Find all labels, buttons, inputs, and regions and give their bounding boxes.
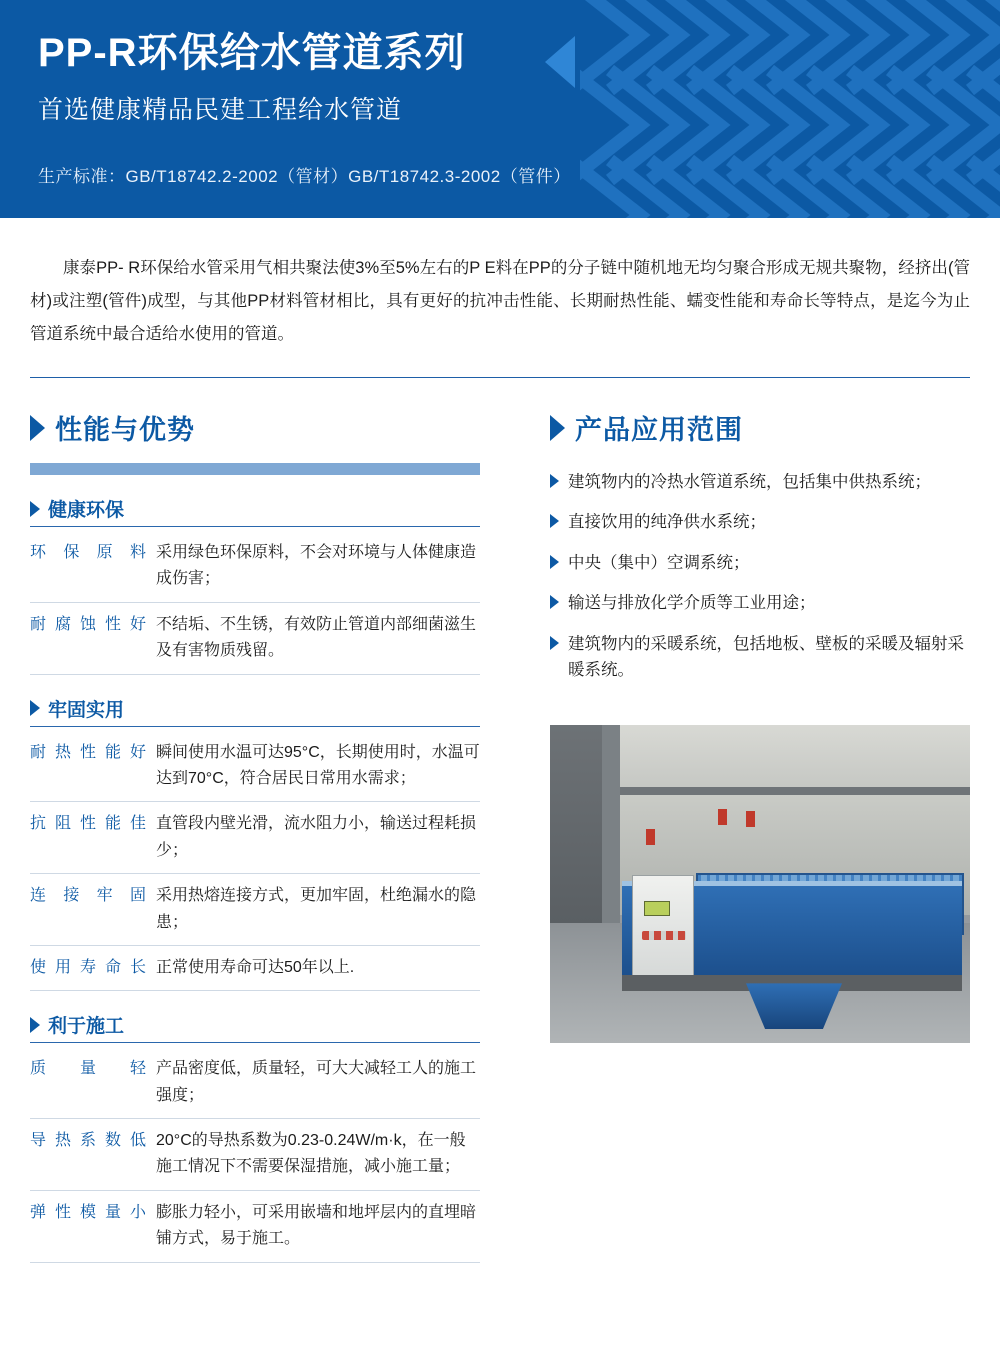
spec-value: 采用热熔连接方式，更加牢固，杜绝漏水的隐患； (156, 887, 477, 931)
table-row (30, 1119, 480, 1191)
intro-paragraph: 康泰PP- R环保给水管采用气相共聚法使3%至5%左右的P E料在PP的分子链中随机地无均匀聚合形成无规共聚物，经挤出(管材)或注塑(管件)成型，与其他PP材料管材相比，具有更好的抗冲击性能、长期耐热性能、蠕变性能和寿命长等特点，是迄今为止管道系统中最合适给水使用的管道。 (30, 259, 970, 343)
group-heading-durable-label: 牢固实用 (48, 699, 125, 721)
spec-label: 质量轻 (30, 1060, 146, 1078)
photo-wall-tag (718, 809, 727, 825)
table-row (30, 802, 480, 874)
section-title-applications-label: 产品应用范围 (575, 415, 743, 445)
list-item (550, 631, 970, 684)
chevron-right-icon (550, 415, 565, 441)
group-heading-health-label: 健康环保 (48, 500, 125, 521)
group-divider (30, 726, 480, 727)
chevron-right-icon (550, 636, 559, 650)
list-item-label: 建筑物内的冷热水管道系统，包括集中供热系统； (568, 473, 931, 491)
spec-value: 采用绿色环保原料，不会对环境与人体健康造成伤害； (156, 544, 477, 588)
list-item-label: 建筑物内的采暖系统，包括地板、壁板的采暖及辐射采暖系统。 (568, 634, 964, 679)
table-row (30, 1191, 480, 1263)
factory-production-line-photo (550, 725, 970, 1043)
photo-control-cabinet (632, 875, 694, 985)
spec-label: 导热系数低 (30, 1132, 146, 1150)
list-item-label: 中央（集中）空调系统； (568, 553, 750, 572)
spec-label: 连接牢固 (30, 887, 146, 905)
chevron-right-icon (30, 415, 45, 441)
chevron-right-icon (550, 474, 559, 488)
page-subtitle: 首选健康精品民建工程给水管道 (38, 96, 403, 124)
right-column (550, 408, 970, 1263)
list-item (550, 509, 970, 535)
table-row (30, 531, 480, 603)
section-accent-bar (30, 463, 480, 475)
content-columns (0, 408, 1000, 1263)
section-title-performance-label: 性能与优势 (55, 415, 195, 445)
chevron-right-icon (30, 501, 40, 517)
list-item-label: 直接饮用的纯净供水系统； (568, 513, 766, 532)
spec-label: 耐热性能好 (30, 743, 146, 761)
chevron-right-icon (30, 700, 40, 716)
production-standard: 生产标准：GB/T18742.2-2002（管材）GB/T18742.3-2002（管件） (38, 167, 571, 186)
list-item (550, 590, 970, 616)
photo-wall-tag (746, 811, 755, 827)
group-divider (30, 526, 480, 527)
spec-value: 产品密度低，质量轻，可大大减轻工人的施工强度； (156, 1060, 477, 1104)
spec-label: 环保原料 (30, 544, 146, 561)
spec-value: 膨胀力轻小，可采用嵌墙和地坪层内的直埋暗铺方式，易于施工。 (156, 1203, 477, 1248)
chevron-right-icon (550, 555, 559, 569)
spec-label: 使用寿命长 (30, 958, 146, 976)
group-heading-construction-label: 利于施工 (48, 1016, 125, 1038)
spec-label: 弹性模量小 (30, 1203, 146, 1221)
page-title: PP-R环保给水管道系列 (38, 31, 466, 75)
spec-value: 正常使用寿命可达50年以上. (156, 958, 355, 976)
table-row (30, 603, 480, 675)
left-column (30, 408, 480, 1263)
page-header (0, 0, 1000, 218)
group-heading-durable (30, 695, 480, 722)
section-title-applications (550, 408, 970, 447)
spec-label: 抗阻性能佳 (30, 815, 146, 833)
photo-control-buttons (642, 931, 686, 940)
intro-section (0, 218, 1000, 351)
table-row (30, 731, 480, 803)
spec-value: 不结垢、不生锈，有效防止管道内部细菌滋生及有害物质残留。 (156, 615, 477, 660)
spec-value: 20°C的导热系数为0.23-0.24W/m·k，在一般施工情况下不需要保湿措施，减小施工量； (156, 1132, 466, 1176)
list-item (550, 469, 970, 495)
intro-divider (30, 377, 970, 378)
list-item-label: 输送与排放化学介质等工业用途； (568, 594, 816, 613)
table-row (30, 874, 480, 946)
header-text-block (0, 0, 1000, 187)
application-list (550, 469, 970, 683)
group-heading-health (30, 495, 480, 522)
group-divider (30, 1042, 480, 1043)
chevron-right-icon (30, 1017, 40, 1033)
chevron-right-icon (550, 595, 559, 609)
section-title-performance (30, 408, 480, 447)
table-row (30, 946, 480, 991)
spec-value: 直管段内壁光滑，流水阻力小，输送过程耗损少； (156, 815, 477, 859)
spec-label: 耐腐蚀性好 (30, 615, 146, 633)
photo-control-screen (644, 901, 670, 916)
photo-wall-tag (646, 829, 655, 845)
spec-value: 瞬间使用水温可达95°C，长期使用时，水温可达到70°C，符合居民日常用水需求； (156, 743, 480, 787)
table-row (30, 1047, 480, 1119)
group-heading-construction (30, 1011, 480, 1038)
chevron-right-icon (550, 514, 559, 528)
list-item (550, 550, 970, 576)
